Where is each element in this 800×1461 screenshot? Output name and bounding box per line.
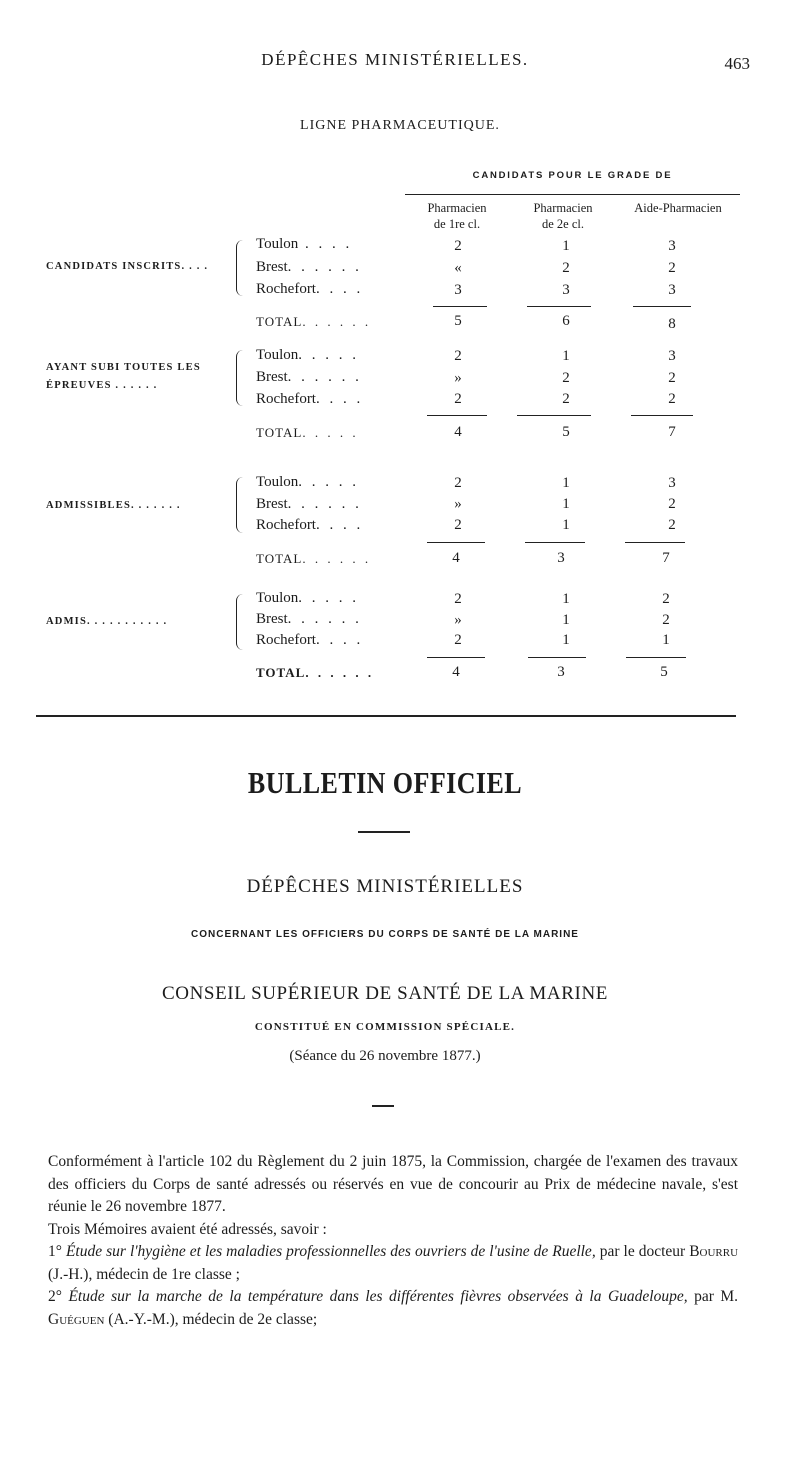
cell: 2 [662, 612, 670, 628]
item-author: Guéguen [48, 1310, 105, 1328]
body-text [48, 1151, 738, 1331]
cell: 2 [454, 391, 462, 407]
item-author: Bourru [689, 1243, 739, 1260]
place-toulon [256, 347, 359, 364]
place-toulon [256, 236, 352, 253]
brace [236, 350, 247, 406]
column-header-pharmacien-2 [518, 200, 608, 232]
column-header-line: de 2e cl. [542, 217, 584, 231]
sum-rule [525, 542, 585, 543]
item-rest: (A.-Y.-M.), médecin de 2e classe; [108, 1310, 318, 1328]
cell: 2 [668, 496, 676, 512]
total-label [256, 665, 374, 681]
column-header-line: Aide-Pharmacien [634, 201, 722, 215]
leader-dots: . . . . . [298, 474, 360, 490]
total-cell: 6 [562, 313, 570, 329]
cell: 1 [562, 632, 570, 648]
running-title: DÉPÊCHES MINISTÉRIELLES. [261, 50, 529, 69]
cell: » [454, 612, 462, 628]
page-number: 463 [724, 54, 750, 73]
short-rule [358, 831, 410, 833]
sum-rule [517, 415, 591, 416]
cell: 2 [454, 475, 462, 491]
cell: « [454, 260, 462, 276]
cell: 1 [662, 632, 670, 648]
place-label: Rochefort [256, 632, 316, 648]
column-header-pharmacien-1 [412, 200, 502, 232]
short-rule [372, 1105, 394, 1107]
cell: » [454, 496, 462, 512]
cell: 2 [662, 591, 670, 607]
total-cell: 7 [662, 550, 670, 566]
sum-rule [528, 657, 586, 658]
list-item [48, 1286, 738, 1331]
place-label: Rochefort [256, 281, 316, 297]
group-label-admissibles: ADMISSIBLES. . . . . . . [46, 500, 181, 511]
cell: 2 [562, 391, 570, 407]
cell: 1 [562, 238, 570, 254]
place-label: Brest [256, 496, 288, 512]
leader-dots: . . . . [315, 632, 364, 648]
total-label [256, 551, 371, 567]
conseil-heading: CONSEIL SUPÉRIEUR DE SANTÉ DE LA MARINE [162, 983, 608, 1004]
bulletin-heading: BULLETIN OFFICIEL [247, 765, 523, 800]
cell: 3 [454, 282, 462, 298]
place-rochefort [256, 517, 363, 534]
total-label [256, 314, 371, 330]
total-text: TOTAL [256, 425, 303, 440]
place-label: Brest [256, 369, 288, 385]
leader-dots: . . . . . . [287, 259, 362, 275]
cell: 3 [668, 348, 676, 364]
item-number: 2° [48, 1288, 62, 1305]
sum-rule [631, 415, 693, 416]
item-by: par M. [694, 1288, 739, 1305]
total-text: TOTAL [256, 665, 306, 680]
cell: 1 [562, 591, 570, 607]
list-item [48, 1241, 738, 1286]
cell: 2 [454, 632, 462, 648]
item-by: par le docteur [599, 1243, 686, 1260]
leader-dots: . . . . [298, 236, 353, 252]
group-label-admis: ADMIS. . . . . . . . . . . [46, 616, 168, 627]
leader-dots: . . . . . . [302, 551, 372, 566]
total-cell: 4 [454, 424, 462, 440]
place-brest [256, 496, 362, 513]
cell: 2 [668, 517, 676, 533]
leader-dots: . . . . . [298, 590, 360, 606]
item-rest: (J.-H.), médecin de 1re classe ; [48, 1265, 240, 1283]
cell: 2 [454, 591, 462, 607]
place-label: Toulon [256, 347, 299, 363]
item-title: Étude sur la marche de la température dans les différentes fièvres observées à la Guadeloupe, [68, 1288, 688, 1305]
item-title: Étude sur l'hygiène et les maladies professionnelles des ouvriers de l'usine de Ruelle, [65, 1243, 596, 1260]
seance-date: (Séance du 26 novembre 1877.) [289, 1048, 481, 1064]
group-label-inscrits: CANDIDATS INSCRITS. . . . [46, 261, 209, 272]
leader-dots: . . . . [315, 517, 364, 533]
leader-dots: . . . . [315, 391, 364, 407]
brace [236, 594, 247, 650]
sum-rule [527, 306, 591, 307]
leader-dots: . . . . . . [305, 665, 375, 680]
total-label [256, 425, 359, 441]
total-cell: 3 [557, 664, 565, 680]
cell: 3 [668, 475, 676, 491]
paragraph: Trois Mémoires avaient été adressés, savoir : [48, 1220, 327, 1238]
leader-dots: . . . . . [298, 347, 360, 363]
column-header-line: Pharmacien [427, 201, 487, 215]
leader-dots: . . . . . . [287, 496, 362, 512]
brace [236, 240, 247, 296]
cell: 2 [562, 260, 570, 276]
leader-dots: . . . . . . [302, 314, 372, 329]
total-cell: 5 [454, 313, 462, 329]
cell: 2 [454, 238, 462, 254]
brace [236, 477, 247, 533]
place-label: Toulon [256, 590, 299, 606]
place-toulon [256, 474, 359, 491]
column-group-header: CANDIDATS POUR LE GRADE DE [472, 170, 673, 181]
place-toulon [256, 590, 359, 607]
place-label: Brest [256, 611, 288, 627]
concerning-subheading: CONCERNANT LES OFFICIERS DU CORPS DE SANTÉ DE LA MARINE [191, 929, 579, 940]
place-label: Toulon [256, 236, 299, 252]
column-header-line: Pharmacien [533, 201, 593, 215]
section-divider [36, 715, 736, 717]
leader-dots: . . . . [315, 281, 364, 297]
cell: 2 [668, 391, 676, 407]
section-title: LIGNE PHARMACEUTIQUE. [300, 118, 500, 133]
sum-rule [427, 657, 485, 658]
total-cell: 5 [562, 424, 570, 440]
place-rochefort [256, 632, 363, 649]
total-cell: 4 [452, 664, 460, 680]
cell: 1 [562, 517, 570, 533]
place-brest [256, 369, 362, 386]
cell: 3 [562, 282, 570, 298]
cell: 1 [562, 475, 570, 491]
total-cell: 8 [668, 316, 676, 332]
sum-rule [427, 415, 487, 416]
cell: 1 [562, 612, 570, 628]
group-label-epreuves [46, 358, 201, 396]
place-rochefort [256, 391, 363, 408]
group-label-line: AYANT SUBI TOUTES LES [46, 362, 201, 373]
depeches-heading: DÉPÊCHES MINISTÉRIELLES [246, 876, 524, 897]
place-brest [256, 259, 362, 276]
column-group-rule [405, 194, 740, 195]
total-cell: 3 [557, 550, 565, 566]
cell: 2 [454, 517, 462, 533]
cell: » [454, 370, 462, 386]
total-text: TOTAL [256, 551, 303, 566]
cell: 1 [562, 348, 570, 364]
cell: 1 [562, 496, 570, 512]
leader-dots: . . . . . . [287, 369, 362, 385]
place-label: Toulon [256, 474, 299, 490]
total-cell: 5 [660, 664, 668, 680]
total-cell: 4 [452, 550, 460, 566]
cell: 2 [668, 260, 676, 276]
running-head [40, 50, 750, 76]
leader-dots: . . . . . . [287, 611, 362, 627]
cell: 3 [668, 238, 676, 254]
cell: 2 [454, 348, 462, 364]
paragraph: Conformément à l'article 102 du Règlement du 2 juin 1875, la Commission, chargée de l'examen des travaux des officiers du Corps de santé adressés ou réservés en vue de concourir au Prix de médecine navale, s'est réunie le 26 novembre 1877. [48, 1153, 738, 1215]
sum-rule [433, 306, 487, 307]
place-rochefort [256, 281, 363, 298]
place-label: Rochefort [256, 391, 316, 407]
column-header-aide-pharmacien [608, 200, 748, 216]
total-cell: 7 [668, 424, 676, 440]
cell: 2 [668, 370, 676, 386]
column-header-line: de 1re cl. [433, 217, 481, 231]
total-text: TOTAL [256, 314, 303, 329]
place-brest [256, 611, 362, 628]
place-label: Brest [256, 259, 288, 275]
place-label: Rochefort [256, 517, 316, 533]
sum-rule [626, 657, 686, 658]
leader-dots: . . . . . [302, 425, 359, 440]
cell: 3 [668, 282, 676, 298]
sum-rule [427, 542, 485, 543]
sum-rule [633, 306, 691, 307]
group-label-line: ÉPREUVES . . . . . . [46, 380, 158, 391]
sum-rule [625, 542, 685, 543]
cell: 2 [562, 370, 570, 386]
item-number: 1° [48, 1243, 62, 1260]
constitue-subheading: CONSTITUÉ EN COMMISSION SPÉCIALE. [254, 1021, 516, 1033]
